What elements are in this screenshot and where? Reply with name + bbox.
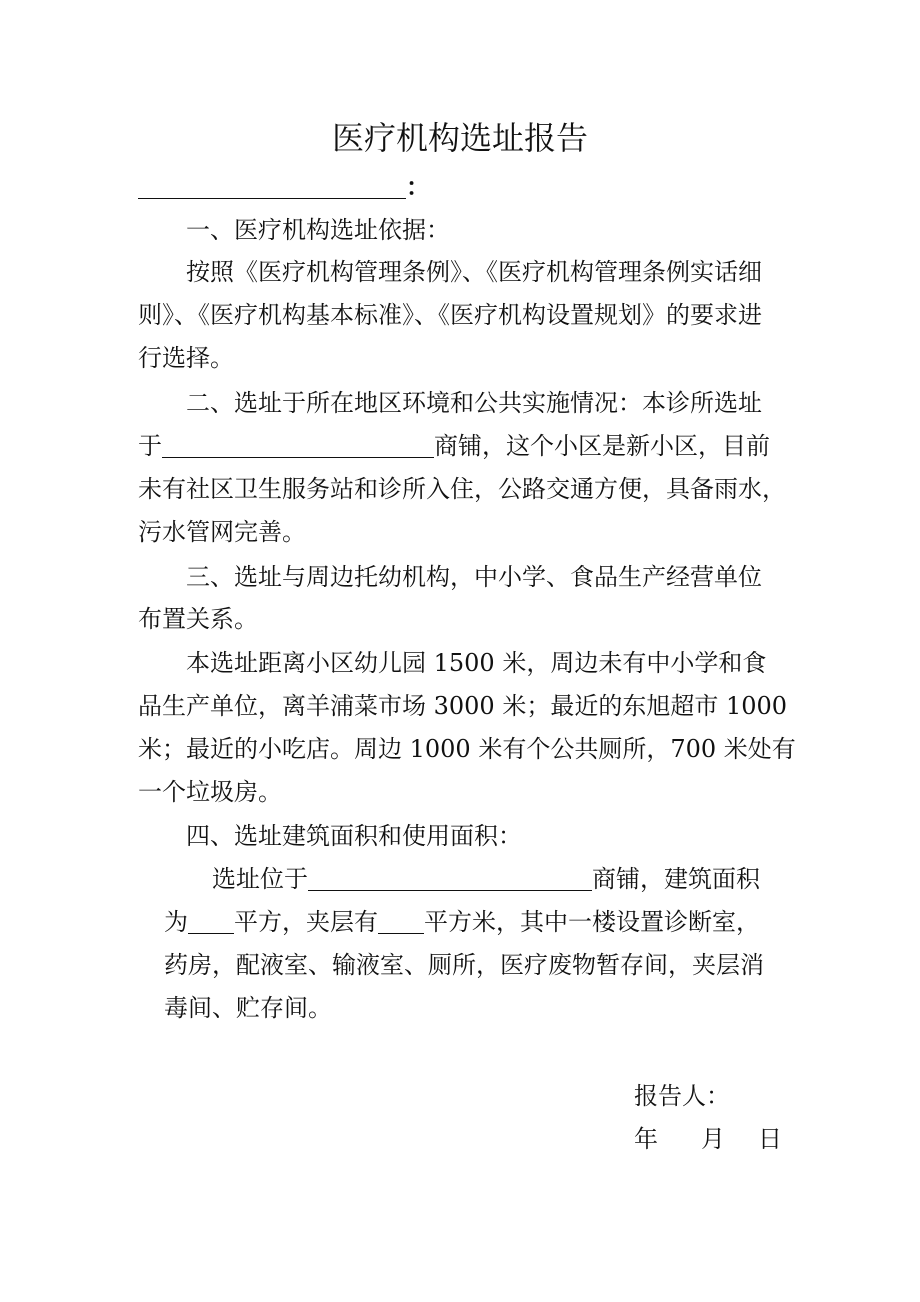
section1-text-line: 按照《医疗机构管理条例》、《医疗机构管理条例实话细 [186,258,762,286]
section1-text-line: 则》、《医疗机构基本标准》、《医疗机构设置规划》的要求进 [138,301,762,329]
date-year: 年 [634,1125,658,1153]
date-day: 日 [758,1125,782,1153]
section3-detail-line: 本选址距离小区幼儿园 1500 米，周边未有中小学和食 [186,649,767,677]
section4-text-line: 毒间、贮存间。 [164,994,332,1022]
address-blank [162,433,434,458]
section1-heading: 一、医疗机构选址依据： [186,216,450,244]
section3-detail-line: 一个垃圾房。 [138,778,282,806]
area-middle: 平方，夹层有 [234,908,378,936]
addressee-blank [138,174,406,199]
section4-area-line [164,907,760,937]
section3-detail-line: 品生产单位，离羊浦菜市场 3000 米；最近的东旭超市 1000 [138,692,788,720]
date-line [634,1124,782,1154]
section3-detail-line: 米；最近的小吃店。周边 1000 米有个公共厕所，700 米处有 [138,735,796,763]
section2-text-line: 二、选址于所在地区环境和公共实施情况：本诊所选址 [186,389,762,417]
addressee-colon: ： [406,172,430,201]
area-suffix: 平方米，其中一楼设置诊断室， [424,908,760,936]
mezzanine-area-blank [378,909,424,934]
addressee-line [138,172,430,202]
building-area-blank [188,909,234,934]
section2-text-line: 未有社区卫生服务站和诊所入住，公路交通方便，具备雨水， [138,475,786,503]
section2-text-line: 污水管网完善。 [138,518,306,546]
reporter-label: 报告人： [634,1082,730,1110]
section2-prefix: 于 [138,432,162,460]
section4-location-line [212,864,760,894]
date-month: 月 [701,1125,725,1153]
section4-suffix: 商铺，建筑面积 [592,865,760,893]
section4-text-line: 药房，配液室、输液室、厕所，医疗废物暂存间，夹层消 [164,951,764,979]
section3-text-line: 三、选址与周边托幼机构，中小学、食品生产经营单位 [186,563,762,591]
section4-prefix: 选址位于 [212,865,308,893]
area-prefix: 为 [164,908,188,936]
section4-heading: 四、选址建筑面积和使用面积： [186,822,522,850]
document-title: 医疗机构选址报告 [331,119,588,157]
section2-address-line [138,431,770,461]
section2-suffix: 商铺，这个小区是新小区，目前 [434,432,770,460]
section3-text-line: 布置关系。 [138,605,258,633]
section1-text-line: 行选择。 [138,344,234,372]
location-blank [308,866,592,891]
